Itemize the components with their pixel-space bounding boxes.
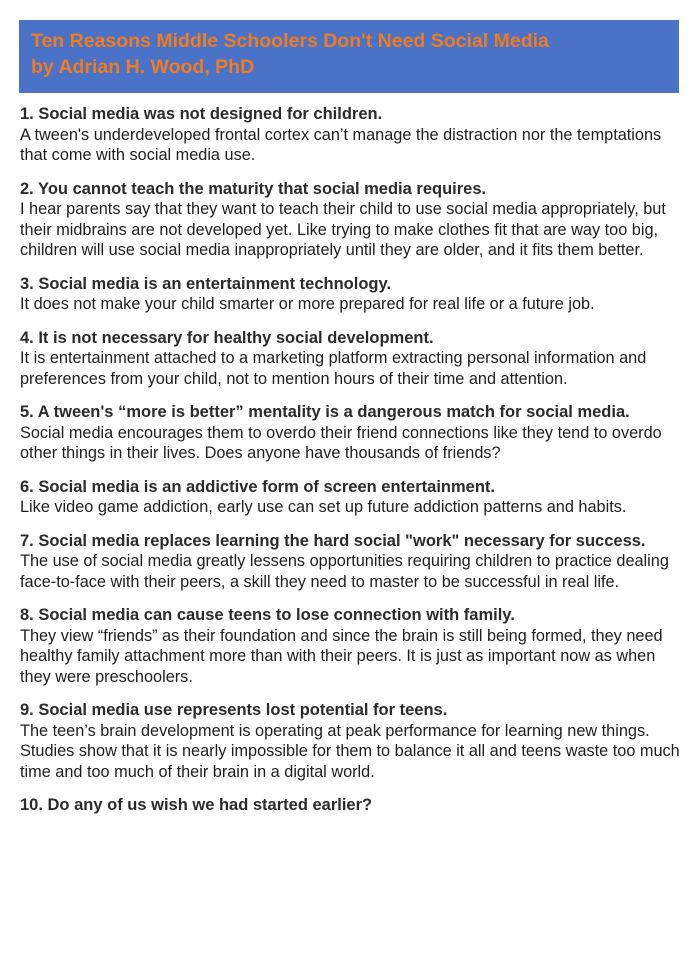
reason-item-2 <box>20 179 682 261</box>
title-banner <box>19 20 679 93</box>
reason-body: The teen’s brain development is operating at peak performance for learning new things. Studies show that it is nearly impossible for them to balance it all and teens waste too much time and too much of their brain in a digital world. <box>20 721 680 781</box>
reason-title: 8. Social media can cause teens to lose connection with family. <box>20 606 515 624</box>
reason-body: It does not make your child smarter or more prepared for real life or a future job. <box>20 295 595 313</box>
reason-title: 5. A tween's “more is better” mentality is a dangerous match for social media. <box>20 403 630 421</box>
reason-title: 9. Social media use represents lost potential for teens. <box>20 701 448 719</box>
reason-title: 2. You cannot teach the maturity that social media requires. <box>20 179 487 198</box>
reason-item-8 <box>20 605 682 687</box>
document-title: Ten Reasons Middle Schoolers Don't Need Social Media <box>31 30 549 52</box>
reason-body: Like video game addiction, early use can set up future addiction patterns and habits. <box>20 498 627 516</box>
reason-body: It is entertainment attached to a marketing platform extracting personal information and preferences from your child, not to mention hours of their time and attention. <box>20 349 647 388</box>
reason-body: They view “friends” as their foundation and since the brain is still being formed, they need healthy family attachment more than with their peers. It is just as important now as when they were preschoolers. <box>20 626 663 686</box>
reason-body: The use of social media greatly lessens opportunities requiring children to practice dealing face-to-face with their peers, a skill they need to master to be successful in real life. <box>20 552 669 591</box>
reason-title: 3. Social media is an entertainment technology. <box>20 274 392 293</box>
reason-body: A tween's underdeveloped frontal cortex can’t manage the distraction nor the temptations that come with social media use. <box>20 125 662 164</box>
reason-title: 6. Social media is an addictive form of screen entertainment. <box>20 477 495 496</box>
reason-title: 10. Do any of us wish we had started earlier? <box>20 796 373 814</box>
reasons-list <box>20 104 682 829</box>
reason-title: 7. Social media replaces learning the hard social "work" necessary for success. <box>20 531 646 550</box>
reason-body: I hear parents say that they want to teach their child to use social media appropriately, but their midbrains are not developed yet. Like trying to make clothes fit that are way too big, children will use social media inappropriately until they are older, and it fits them better. <box>20 200 666 259</box>
reason-item-7 <box>20 531 682 593</box>
reason-item-1 <box>20 104 682 166</box>
reason-title: 4. It is not necessary for healthy social development. <box>20 328 434 347</box>
reason-item-10 <box>20 795 682 816</box>
reason-body: Social media encourages them to overdo their friend connections like they tend to overdo other things in their lives. Does anyone have thousands of friends? <box>20 423 662 462</box>
reason-item-3 <box>20 274 682 315</box>
reason-item-6 <box>20 477 682 518</box>
reason-item-5 <box>20 402 682 464</box>
reason-title: 1. Social media was not designed for children. <box>20 105 383 123</box>
document-author: by Adrian H. Wood, PhD <box>31 56 255 78</box>
reason-item-9 <box>20 700 682 782</box>
reason-item-4 <box>20 328 682 390</box>
